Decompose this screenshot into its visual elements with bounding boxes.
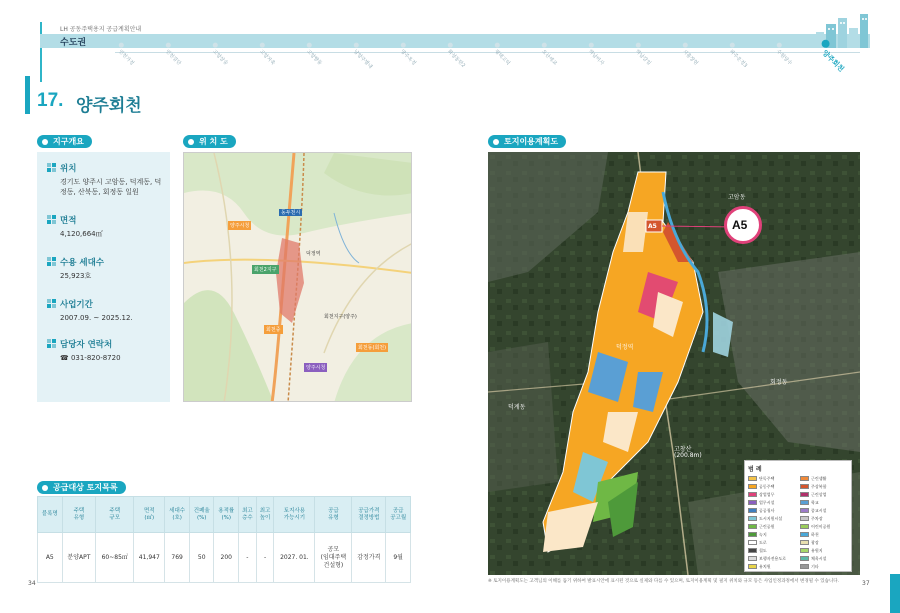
bullet-icon (47, 339, 57, 349)
legend-item (748, 515, 796, 522)
nav-item[interactable]: 하남감일 (634, 48, 652, 67)
legend-swatch (748, 556, 757, 561)
page-edge-tab (890, 574, 900, 613)
table-header-cell: 면적 (㎡) (134, 497, 165, 533)
table-header-cell: 주택 규모 (96, 497, 134, 533)
legend-swatch (748, 548, 757, 553)
location-heading: 위 치 도 (183, 135, 236, 148)
table-header-cell: 용적률 (%) (214, 497, 239, 533)
table-cell: 2027. 01. (274, 533, 315, 583)
location-label: 회천중 (266, 327, 281, 333)
legend-swatch (748, 540, 757, 545)
header-accent-bar (40, 22, 42, 82)
legend-swatch (748, 476, 757, 481)
overview-value: ☎ 031-820-8720 (60, 354, 121, 362)
nav-item[interactable]: 인천검단 (164, 48, 182, 67)
legend-label: 체육시설 (811, 555, 827, 561)
page-number-right: 37 (862, 580, 870, 587)
place-label: 고암동 (728, 194, 746, 201)
table-header-row (38, 497, 411, 533)
legend-swatch (748, 532, 757, 537)
supply-heading: 공급대상 토지목록 (37, 481, 126, 494)
legend-item (748, 475, 796, 482)
legend-swatch (748, 564, 757, 569)
location-map (183, 152, 412, 402)
overview-label: 담당자 연락처 (60, 340, 113, 350)
table-cell: A5 (38, 533, 63, 583)
legend-swatch (748, 516, 757, 521)
legend-label: 근린공원 (759, 523, 775, 529)
legend-item (800, 531, 848, 538)
nav-item[interactable]: 양주회천 (820, 48, 846, 74)
supply-table (37, 496, 411, 583)
legend-swatch (800, 540, 809, 545)
legend-label: 근린생활 (811, 475, 827, 481)
place-label: (200.8m) (674, 452, 702, 459)
page-title-number: 17. (37, 90, 64, 111)
place-label: 덕계동 (508, 404, 526, 411)
place-label: 덕정역 (616, 344, 634, 351)
nav-item[interactable]: 고양향동 (305, 48, 323, 67)
legend-swatch (748, 500, 757, 505)
legend-swatch (748, 524, 757, 529)
legend-swatch (800, 476, 809, 481)
legend-label: 공동주택 (759, 483, 775, 489)
legend-label: 근린상업 (811, 491, 827, 497)
table-header-cell: 세대수 (호) (165, 497, 190, 533)
table-body (38, 533, 411, 583)
legend-label: 광장 (811, 539, 819, 545)
table-cell: 769 (165, 533, 190, 583)
table-header-cell: 공급 유형 (315, 497, 352, 533)
nav-item[interactable]: 고양삼송 (211, 48, 229, 67)
table-cell: 200 (214, 533, 239, 583)
table-cell: 50 (189, 533, 214, 583)
table-cell: - (256, 533, 274, 583)
legend-label: 상업업무 (759, 491, 775, 497)
bullet-icon (47, 299, 57, 309)
overview-label: 수용 세대수 (60, 258, 105, 268)
legend-swatch (748, 484, 757, 489)
legend-swatch (800, 532, 809, 537)
legend-item (748, 555, 796, 562)
series-title: LH 공동주택용지 공급계획안내 (60, 26, 142, 33)
legend-swatch (800, 500, 809, 505)
legend-label: 어린이공원 (811, 523, 831, 529)
legend-item (800, 515, 848, 522)
legend-item (748, 483, 796, 490)
legend-item (748, 499, 796, 506)
legend-label: 업무시설 (759, 499, 775, 505)
footnote: ※ 토지이용계획도는 고객님의 이해를 돕기 위하여 발표시안에 표시된 것으로 실제와 다를 수 있으며, 토지이용계획 및 필지 위치와 규모 등은 사업인정과정에서 변경될 수 있습니다. (488, 579, 840, 584)
nav-item[interactable]: 평택고덕 (493, 48, 511, 67)
legend-label: 철도 (759, 547, 767, 553)
legend-label: 공공청사 (759, 507, 775, 513)
page-title: 양주회천 (76, 96, 142, 116)
location-map-graphic (184, 153, 412, 402)
legend-label: 기타 (811, 563, 819, 569)
legend-swatch (800, 556, 809, 561)
table-cell: 공모 (임대주택 건설형) (315, 533, 352, 583)
legend-swatch (800, 492, 809, 497)
legend-swatch (800, 548, 809, 553)
table-header-cell: 토지사용 가능시기 (274, 497, 315, 533)
legend-swatch (748, 508, 757, 513)
title-accent-bar (25, 76, 30, 114)
nav-item[interactable]: 양주옥정 (399, 48, 417, 67)
table-header-cell: 건폐율 (%) (189, 497, 214, 533)
bullet-icon (47, 163, 57, 173)
nav-item[interactable]: 고양지축 (258, 48, 276, 67)
nav-item[interactable]: 화성동탄2 (446, 48, 467, 69)
table-cell: 41,947 (134, 533, 165, 583)
overview-label: 사업기간 (60, 300, 93, 310)
legend-item (748, 563, 796, 570)
legend-item (800, 547, 848, 554)
legend-item (748, 539, 796, 546)
legend-item (800, 555, 848, 562)
table-cell: 60~85㎡ (96, 533, 134, 583)
overview-label: 면적 (60, 216, 77, 226)
nav-item[interactable]: 시흥장현 (681, 48, 699, 67)
table-row (38, 533, 411, 583)
table-header-cell: 블록명 (38, 497, 63, 533)
location-label: 회천지구(양주) (324, 314, 357, 320)
page-number-left: 34 (28, 580, 36, 587)
nav-item[interactable]: 인천가정 (117, 48, 135, 67)
legend-label: 녹지 (759, 531, 767, 537)
nav-item[interactable]: 파주운정3 (728, 48, 749, 69)
table-cell: 감정가격 (352, 533, 386, 583)
legend-label: 종교시설 (811, 507, 827, 513)
location-label: 양주시청 (306, 365, 326, 371)
nav-item[interactable]: 남양주별내 (352, 48, 374, 71)
legend-label: 주상복합 (811, 483, 827, 489)
legend-item (748, 531, 796, 538)
legend-item (800, 539, 848, 546)
legend-label: 주차장 (811, 515, 823, 521)
region-label: 수도권 (60, 38, 87, 48)
legend-swatch (800, 484, 809, 489)
legend-swatch (800, 516, 809, 521)
table-cell: 9월 (386, 533, 411, 583)
legend-label: 도시지원시설 (759, 515, 783, 521)
legend-swatch (748, 492, 757, 497)
land-use-heading: 토지이용계획도 (488, 135, 566, 148)
legend-item (800, 475, 848, 482)
location-label: 양주시청 (230, 223, 250, 229)
legend-label: 유원지 (811, 547, 823, 553)
bullet-icon (47, 215, 57, 225)
nav-item[interactable]: 수원당수 (775, 48, 793, 67)
nav-item[interactable]: 오산세교 (540, 48, 558, 67)
lot-marker: A5 (648, 223, 657, 230)
legend-item (748, 523, 796, 530)
table-cell: - (239, 533, 257, 583)
legend-label: 유치원 (759, 563, 771, 569)
table-cell: 분양APT (62, 533, 96, 583)
table-header-cell: 최고 층수 (239, 497, 257, 533)
legend-title: 범 례 (748, 466, 762, 473)
legend-item (800, 491, 848, 498)
legend-label: 도로 (759, 539, 767, 545)
bullet-icon (47, 257, 57, 267)
legend-item (748, 507, 796, 514)
nav-item[interactable]: 하남미사 (587, 48, 605, 67)
legend-swatch (800, 524, 809, 529)
legend-item (800, 483, 848, 490)
table-header-cell: 주택 유형 (62, 497, 96, 533)
legend-label: 하천 (811, 531, 819, 537)
overview-value: 경기도 양주시 고암동, 덕계동, 덕정동, 산북동, 회정동 일원 (60, 178, 162, 196)
legend-label: 보행자전용도로 (759, 555, 787, 561)
location-label: 회천2지구 (254, 267, 277, 273)
legend-swatch (800, 564, 809, 569)
legend-item (748, 547, 796, 554)
map-legend (744, 460, 852, 572)
legend-item (800, 523, 848, 530)
district-nav (110, 48, 870, 78)
place-label: 회정동 (770, 379, 788, 386)
location-label: 동두천시 (281, 210, 301, 216)
table-header-cell: 최고 높이 (256, 497, 274, 533)
location-label: 덕정역 (306, 251, 321, 257)
place-label: 고창산 (674, 446, 692, 453)
overview-value: 25,923호 (60, 272, 92, 280)
lot-badge-label: A5 (732, 218, 748, 232)
overview-value: 2007.09. ~ 2025.12. (60, 314, 133, 322)
overview-panel (37, 152, 170, 402)
region-band (40, 34, 870, 48)
overview-label: 위치 (60, 164, 77, 174)
legend-item (800, 563, 848, 570)
table-header-cell: 공급가격 결정방법 (352, 497, 386, 533)
legend-item (800, 507, 848, 514)
legend-item (748, 491, 796, 498)
legend-item (800, 499, 848, 506)
legend-label: 학교 (811, 499, 819, 505)
table-header-cell: 공급 공고월 (386, 497, 411, 533)
overview-value: 4,120,664㎡ (60, 230, 103, 238)
legend-swatch (800, 508, 809, 513)
overview-heading: 지구개요 (37, 135, 92, 148)
legend-label: 단독주택 (759, 475, 775, 481)
land-use-map (488, 152, 860, 575)
legend-list (748, 475, 848, 570)
location-label: 회천동(회천) (358, 345, 387, 351)
